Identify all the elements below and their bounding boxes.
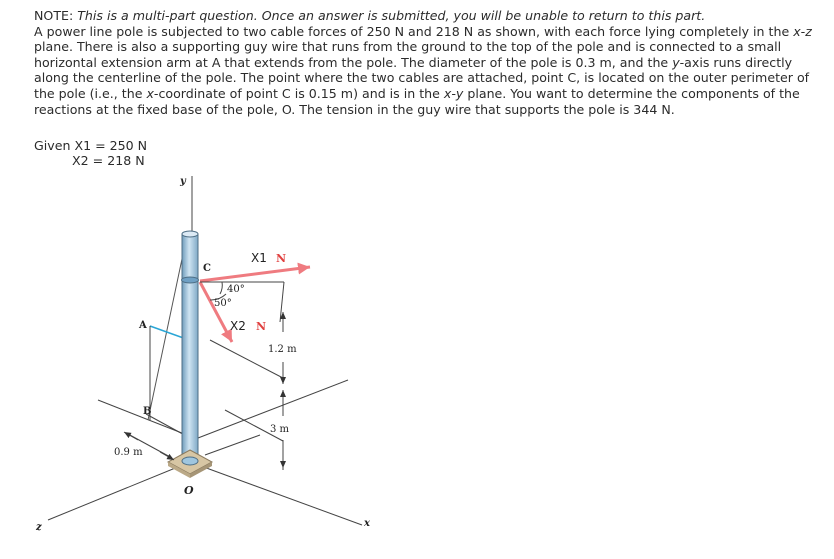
problem-em-2: y: [672, 54, 680, 70]
x1-unit: N: [276, 252, 287, 265]
dim-0-9-arrow-left: [124, 432, 138, 440]
axis-y-label: y: [180, 176, 186, 187]
problem-text-3: -axis runs directly along the centerline of the pole. The point where the two cables are attached, point C, is located on the outer perimeter of the pole (i.e., the: [34, 54, 810, 101]
x1-force-arrow: [200, 267, 310, 281]
problem-text-1: A power line pole is subjected to two cable forces of 250 N and 218 N as shown, with each force lying completely in the: [34, 23, 794, 39]
axis-x-label: x: [364, 518, 370, 529]
angle-40-label: 40°: [227, 284, 245, 295]
base-collar: [182, 457, 198, 465]
axis-z-label: z: [36, 522, 42, 533]
pole-base: [168, 450, 212, 478]
pole-top: [182, 231, 198, 237]
dim-3-label: 3 m: [270, 424, 290, 435]
given-x2: X2 = 218 N: [72, 153, 145, 168]
x2-unit: N: [256, 320, 267, 333]
guy-wire-group: [128, 240, 190, 458]
x2-label: X2: [230, 319, 246, 333]
point-c-label: C: [203, 263, 211, 274]
cable-band: [182, 277, 199, 283]
problem-text-5: plane. You want to determine the components of the reactions at the fixed base of the pole, O. The tension in the guy wire that supports the pole is 344 N.: [34, 85, 800, 117]
point-a-label: A: [139, 320, 147, 331]
problem-em-3: x: [146, 85, 154, 101]
z-axis-line: [48, 462, 190, 520]
ground-line-right-far: [205, 435, 260, 455]
problem-text-2: plane. There is also a supporting guy wire that runs from the ground to the top of the pole and is connected to a small horizontal extension arm at A that extends from the pole. The diameter of the pole is 0.3 m, and the: [34, 39, 782, 70]
given-x1: Given X1 = 250 N: [34, 138, 148, 153]
x1-label: X1: [251, 251, 267, 265]
problem-em-4: x-y: [443, 85, 464, 101]
figure-labels: [35, 176, 371, 533]
point-b-label: B: [143, 406, 152, 417]
guy-wire: [148, 240, 186, 420]
dim-0-9-label: 0.9 m: [114, 447, 143, 458]
angle-arc-40: [220, 282, 222, 294]
x-axis-line: [190, 462, 362, 525]
dim-1-2-label: 1.2 m: [268, 344, 297, 355]
problem-text-4: -coordinate of point C is 0.15 m) and is in the: [153, 85, 444, 101]
note-text: This is a multi-part question. Once an answer is submitted, you will be unable to return to this part.: [77, 8, 706, 23]
problem-em-1: x-z: [793, 23, 812, 39]
dim-0-9-arrow-right: [160, 452, 174, 460]
ground-axes: [48, 176, 362, 525]
pole-body: [182, 234, 198, 460]
point-o-label: O: [184, 484, 194, 497]
note-prefix: NOTE:: [34, 8, 78, 23]
angle-50-label: 50°: [214, 298, 232, 309]
pole: [182, 231, 199, 460]
